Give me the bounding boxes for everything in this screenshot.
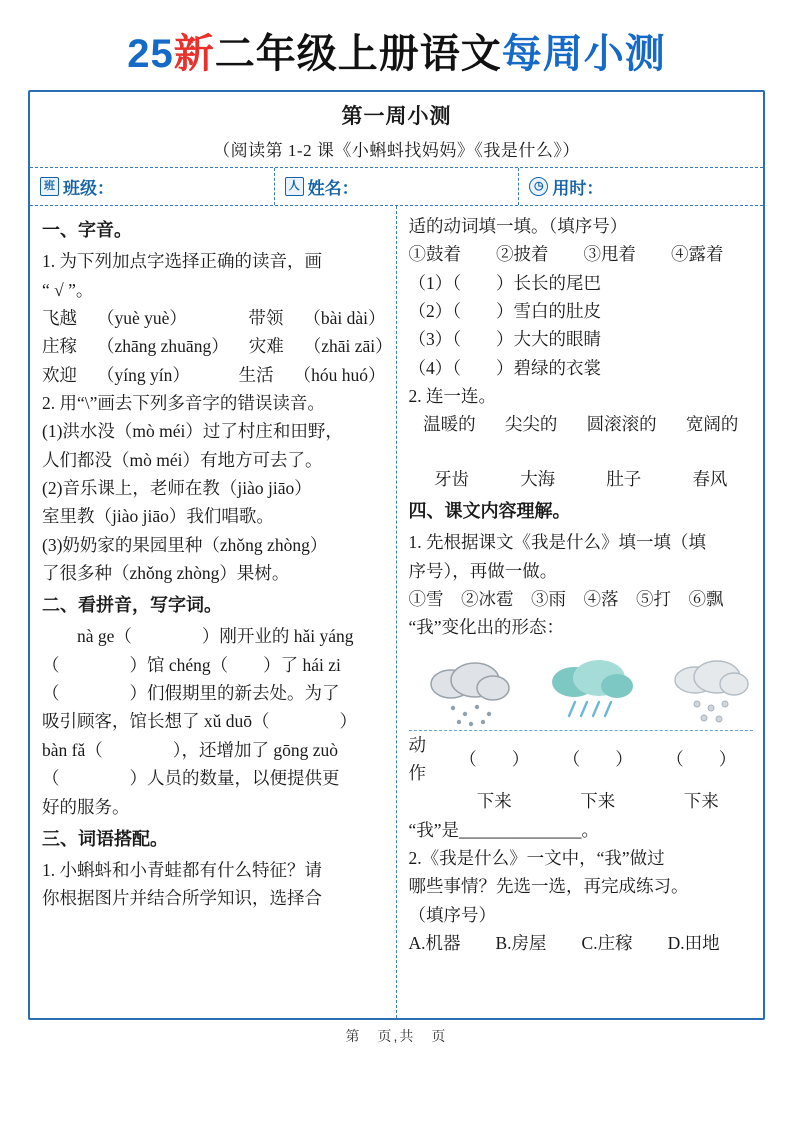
sec4-q1-line-2: 序号），再做一做。 bbox=[408, 560, 558, 581]
pinyin-opts-1[interactable]: （yuè yuè） bbox=[97, 307, 187, 328]
q1-1-text: 1. 为下列加点字选择正确的读音，画 bbox=[42, 251, 322, 272]
match-bottom-3[interactable]: 肚子 bbox=[606, 468, 642, 489]
verb-action-row bbox=[409, 731, 754, 788]
test-scope: （阅读第 1-2 课《小蝌蚪找妈妈》《我是什么》） bbox=[213, 141, 580, 160]
match-bottom-4[interactable]: 春风 bbox=[692, 468, 728, 489]
section-3-heading: 三、词语搭配。 bbox=[42, 828, 168, 849]
verb-word-2: 下来 bbox=[580, 791, 616, 812]
verb-blank-2[interactable]: （ ） bbox=[562, 748, 633, 769]
pinyin-word-6: 生活 bbox=[238, 364, 274, 385]
field-class[interactable] bbox=[30, 168, 275, 205]
q1-2-item-4[interactable]: 室里教（jiào jiāo）我们唱歌。 bbox=[42, 506, 274, 527]
match-row-bottom bbox=[409, 465, 754, 493]
verb-options[interactable]: ①鼓着 ②披着 ③甩着 ④露着 bbox=[408, 244, 724, 265]
verb-word-row bbox=[409, 787, 754, 815]
sec2-line-7: 好的服务。 bbox=[42, 796, 130, 817]
q1-2-item-5[interactable]: (3)奶奶家的果园里种（zhǒng zhòng） bbox=[42, 534, 328, 555]
verb-word-cells bbox=[443, 787, 754, 815]
sec2-line-6[interactable]: （ ）人员的数量，以便提供更 bbox=[42, 768, 340, 789]
field-class-label: 班级： bbox=[63, 179, 114, 198]
verb-action-label: 动作 bbox=[408, 734, 426, 783]
q1-2-text: 2. 用“\”画去下列多音字的错误读音。 bbox=[42, 392, 325, 413]
match-question: 2. 连一连。 bbox=[408, 386, 496, 407]
pinyin-row-1 bbox=[42, 304, 386, 332]
title-part-new: 新 bbox=[173, 32, 215, 76]
right-column bbox=[397, 206, 764, 1018]
sec3-q1-line-1: 1. 小蝌蚪和小青蛙都有什么特征？请 bbox=[42, 860, 322, 880]
match-row-top bbox=[409, 410, 754, 438]
clock-icon: ◷ bbox=[529, 177, 548, 196]
sec4-choices[interactable]: A.机器 B.房屋 C.庄稼 D.田地 bbox=[408, 933, 720, 954]
hail-cloud-icon bbox=[649, 650, 769, 730]
page-title bbox=[28, 32, 765, 76]
pinyin-opts-5[interactable]: （yíng yín） bbox=[97, 364, 190, 385]
section-4-heading: 四、课文内容理解。 bbox=[408, 501, 571, 522]
pinyin-word-3: 庄稼 bbox=[42, 336, 77, 357]
title-part-2: 二年级上册语文 bbox=[214, 32, 502, 76]
sec3-q1-line-2: 你根据图片并结合所学知识，选择合 bbox=[42, 888, 322, 909]
sec3-blank-2[interactable]: （2）（ ）雪白的肚皮 bbox=[408, 301, 601, 322]
pinyin-opts-2[interactable]: （bài dài） bbox=[303, 307, 386, 328]
pinyin-opts-4[interactable]: （zhāi zāi） bbox=[303, 336, 393, 357]
match-top-3[interactable]: 圆滚滚的 bbox=[586, 414, 657, 435]
pinyin-word-4: 灾难 bbox=[248, 336, 284, 357]
sec2-line-1[interactable]: nà ge（ ）刚开业的 hǎi yáng bbox=[42, 626, 354, 647]
test-sheet bbox=[28, 90, 765, 1020]
sec4-prompt: “我”变化出的形态： bbox=[408, 617, 565, 638]
match-top-1[interactable]: 温暖的 bbox=[423, 414, 476, 435]
sec2-line-5[interactable]: bàn fǎ（ ），还增加了 gōng zuò bbox=[42, 739, 339, 760]
sec4-q2-line-3: （填序号） bbox=[408, 904, 496, 925]
sec3-cont-line: 适的动词填一填。（填序号） bbox=[408, 216, 628, 236]
sec2-line-2[interactable]: （ ）馆 chéng（ ）了 hái zi bbox=[42, 654, 341, 675]
sec3-blank-1[interactable]: （1）（ ）长长的尾巴 bbox=[408, 272, 601, 293]
section-1-heading: 一、字音。 bbox=[42, 220, 132, 240]
sec4-q2-line-2: 哪些事情？先选一选，再完成练习。 bbox=[408, 876, 689, 897]
field-name-label: 姓名： bbox=[307, 179, 359, 198]
q1-2-item-2[interactable]: 人们都没（mò méi）有地方可去了。 bbox=[42, 449, 323, 470]
field-name[interactable] bbox=[275, 168, 520, 205]
pinyin-word-1: 飞越 bbox=[42, 307, 77, 328]
test-title: 第一周小测 bbox=[341, 104, 452, 128]
verb-blank-1[interactable]: （ ） bbox=[459, 748, 530, 769]
pinyin-row-3 bbox=[42, 361, 386, 389]
q1-1-text-b: “ √ ”。 bbox=[42, 279, 94, 300]
title-part-1: 25 bbox=[127, 32, 174, 76]
match-drawing-area[interactable] bbox=[409, 439, 754, 465]
pinyin-word-5: 欢迎 bbox=[42, 364, 77, 385]
sheet-header bbox=[30, 92, 763, 168]
sec4-q1-line-1: 1. 先根据课文《我是什么》填一填（填 bbox=[408, 532, 706, 553]
title-part-3: 每周小测 bbox=[501, 32, 666, 76]
person-icon: 人 bbox=[285, 177, 304, 196]
match-bottom-1[interactable]: 牙齿 bbox=[434, 468, 470, 489]
verb-blank-3[interactable]: （ ） bbox=[666, 748, 737, 769]
verb-blank-cells bbox=[443, 745, 754, 773]
pinyin-row-2 bbox=[42, 332, 393, 360]
field-time[interactable] bbox=[519, 168, 763, 205]
q1-2-item-1[interactable]: (1)洪水没（mò méi）过了村庄和田野， bbox=[42, 421, 343, 442]
sec4-q2-line-1: 2.《我是什么》一文中，“我”做过 bbox=[408, 848, 665, 868]
sec2-line-4[interactable]: 吸引顾客，馆长想了 xǔ duō（ ） bbox=[42, 711, 357, 732]
student-info-row bbox=[30, 168, 763, 206]
sec3-blank-3[interactable]: （3）（ ）大大的眼睛 bbox=[408, 329, 601, 350]
snow-cloud-icon bbox=[409, 650, 529, 730]
sec4-options[interactable]: ①雪 ②冰雹 ③雨 ④落 ⑤打 ⑥飘 bbox=[408, 588, 724, 609]
pinyin-opts-6[interactable]: （hóu huó） bbox=[293, 364, 386, 385]
pinyin-word-2: 带领 bbox=[248, 307, 284, 328]
sec3-blank-4[interactable]: （4）（ ）碧绿的衣裳 bbox=[408, 357, 601, 378]
match-top-2[interactable]: 尖尖的 bbox=[504, 414, 558, 435]
weather-illustrations bbox=[409, 644, 754, 731]
sec2-line-3[interactable]: （ ）们假期里的新去处。为了 bbox=[42, 683, 340, 704]
content-columns bbox=[30, 206, 763, 1018]
page-footer: 第 页,共 页 bbox=[345, 1028, 448, 1044]
verb-word-3: 下来 bbox=[683, 791, 719, 812]
q1-2-item-3[interactable]: (2)音乐课上，老师在教（jiào jiāo） bbox=[42, 477, 312, 498]
q1-2-item-6[interactable]: 了很多种（zhǒng zhòng）果树。 bbox=[42, 562, 290, 583]
rain-cloud-icon bbox=[529, 650, 649, 730]
pinyin-opts-3[interactable]: （zhāng zhuāng） bbox=[97, 336, 229, 357]
wo-shi-blank[interactable]: “我”是______________。 bbox=[408, 819, 600, 840]
section-2-heading: 二、看拼音，写字词。 bbox=[42, 595, 222, 616]
class-icon: 班 bbox=[40, 177, 59, 196]
match-top-4[interactable]: 宽阔的 bbox=[685, 414, 739, 435]
match-bottom-2[interactable]: 大海 bbox=[520, 468, 556, 489]
left-column bbox=[30, 206, 397, 1018]
verb-word-1: 下来 bbox=[476, 791, 512, 812]
field-time-label: 用时： bbox=[552, 179, 604, 198]
